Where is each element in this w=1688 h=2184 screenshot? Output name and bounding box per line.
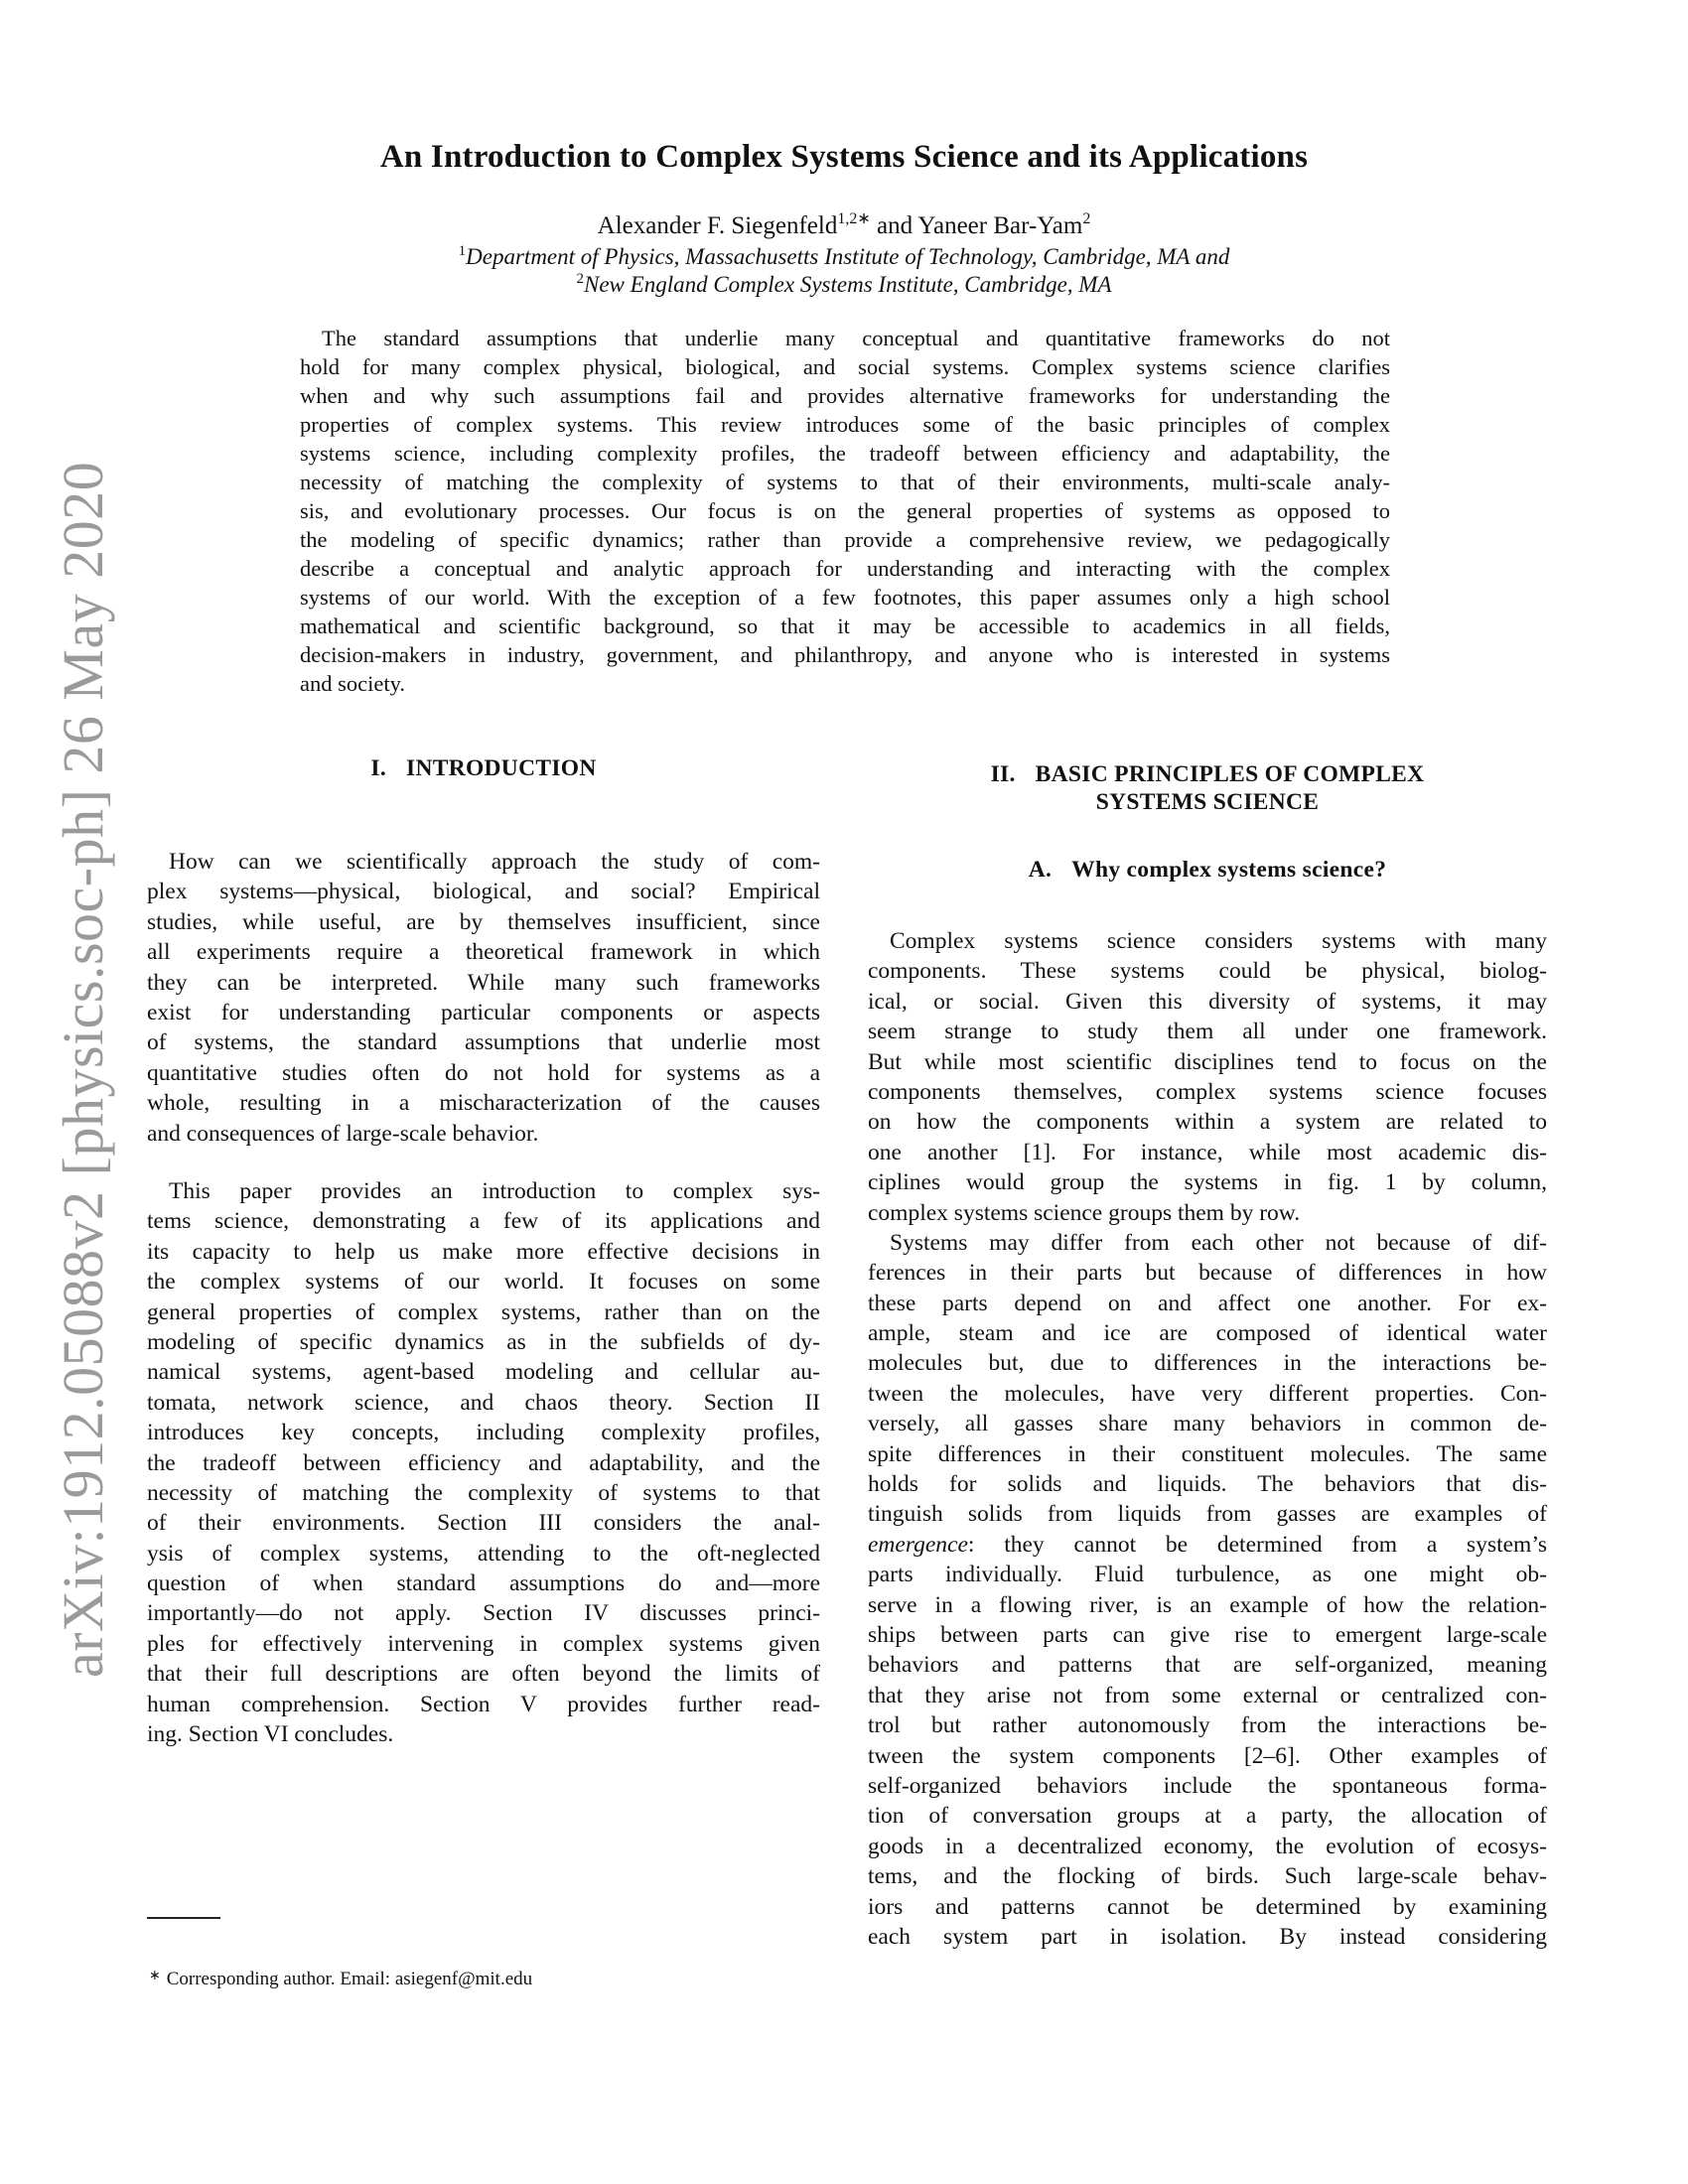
section-heading-introduction bbox=[147, 754, 820, 782]
text-line: behaviors and patterns that are self-organized, meaning bbox=[868, 1652, 1547, 1679]
section-title-line: BASIC PRINCIPLES OF COMPLEX bbox=[1035, 761, 1425, 787]
text-line: spite differences in their constituent molecules. The same bbox=[868, 1440, 1547, 1467]
subsection-heading-why bbox=[868, 856, 1547, 884]
text-line: each system part in isolation. By instead considering bbox=[868, 1923, 1547, 1950]
section-title: INTRODUCTION bbox=[406, 755, 597, 781]
arxiv-stamp: arXiv:1912.05088v2 [physics.soc-ph] 26 May 2020 bbox=[51, 461, 115, 1678]
text-line: on how the components within a system are related to bbox=[868, 1109, 1547, 1136]
text-line: tems science, demonstrating a few of its applications and bbox=[147, 1208, 820, 1235]
abstract-line: mathematical and scientific background, so that it may be accessible to academics in all fields, bbox=[300, 614, 1390, 638]
text-line: tween the system components [2–6]. Other examples of bbox=[868, 1742, 1547, 1769]
text-line: of their environments. Section III considers the anal- bbox=[147, 1510, 820, 1537]
section-title-line: SYSTEMS SCIENCE bbox=[1095, 789, 1320, 815]
author-line bbox=[0, 212, 1688, 240]
text-line: ing. Section VI concludes. bbox=[147, 1721, 394, 1748]
text-line: molecules but, due to differences in the interactions be- bbox=[868, 1350, 1547, 1377]
text-line: general properties of complex systems, rather than on the bbox=[147, 1298, 820, 1325]
text-line: Systems may differ from each other not because of dif- bbox=[890, 1229, 1547, 1256]
text-line: that they arise not from some external or centralized con- bbox=[868, 1682, 1547, 1708]
footnote-mark: ∗ bbox=[149, 1969, 161, 1983]
text-line: quantitative studies often do not hold for systems as a bbox=[147, 1059, 820, 1086]
text-line: that their full descriptions are often beyond the limits of bbox=[147, 1661, 820, 1688]
section-heading-basic-principles bbox=[868, 760, 1547, 816]
abstract-line: The standard assumptions that underlie many conceptual and quantitative frameworks do not bbox=[322, 326, 1390, 350]
text-line: ysis of complex systems, attending to the oft-neglected bbox=[147, 1540, 820, 1567]
footnote-text: Corresponding author. Email: asiegenf@mit.edu bbox=[166, 1969, 533, 1989]
affiliation-text: Department of Physics, Massachusetts Institute of Technology, Cambridge, MA and bbox=[466, 244, 1230, 269]
subsection-title: Why complex systems science? bbox=[1071, 857, 1387, 883]
text-line: tomata, network science, and chaos theory. Section II bbox=[147, 1389, 820, 1416]
text-line: whole, resulting in a mischaracterization of the causes bbox=[147, 1090, 820, 1117]
author-name: Alexander F. Siegenfeld bbox=[597, 212, 838, 239]
section-number: I. bbox=[370, 755, 386, 781]
text-line: its capacity to help us make more effective decisions in bbox=[147, 1238, 820, 1265]
intro-paragraph-1 bbox=[147, 847, 820, 1149]
text-line: But while most scientific disciplines tend to focus on the bbox=[868, 1048, 1547, 1075]
text-line: complex systems science groups them by row. bbox=[868, 1199, 1301, 1226]
text-line: human comprehension. Section V provides further read- bbox=[147, 1691, 820, 1717]
text-line: ples for effectively intervening in complex systems given bbox=[147, 1630, 820, 1657]
intro-paragraph-2 bbox=[147, 1176, 820, 1749]
abstract-line: sis, and evolutionary processes. Our focus is on the general properties of systems as opposed to bbox=[300, 498, 1390, 523]
abstract-line: decision-makers in industry, government, and philanthropy, and anyone who is interested in systems bbox=[300, 642, 1390, 667]
paper-title: An Introduction to Complex Systems Science and its Applications bbox=[379, 139, 1309, 175]
text-line: plex systems—physical, biological, and social? Empirical bbox=[147, 879, 820, 905]
subsection-number: A. bbox=[1028, 857, 1053, 883]
abstract-line: systems of our world. With the exception of a few footnotes, this paper assumes only a high school bbox=[300, 585, 1390, 610]
text-line: tinguish solids from liquids from gasses are examples of bbox=[868, 1501, 1547, 1528]
text-line: question of when standard assumptions do and—more bbox=[147, 1570, 820, 1597]
text-line bbox=[868, 1530, 1547, 1560]
text-line: and consequences of large-scale behavior. bbox=[147, 1120, 539, 1147]
text-line: self-organized behaviors include the spontaneous forma- bbox=[868, 1772, 1547, 1799]
abstract-line: hold for many complex physical, biological, and social systems. Complex systems science clarifies bbox=[300, 354, 1390, 379]
footnote-rule bbox=[147, 1917, 220, 1919]
abstract-line: when and why such assumptions fail and provides alternative frameworks for understanding the bbox=[300, 383, 1390, 408]
text-line: the complex systems of our world. It focuses on some bbox=[147, 1269, 820, 1296]
text-line: introduces key concepts, including complexity profiles, bbox=[147, 1420, 820, 1446]
abstract-line: describe a conceptual and analytic approach for understanding and interacting with the complex bbox=[300, 556, 1390, 581]
author-affiliation-marks: 1,2∗ bbox=[837, 210, 871, 227]
text-line: ciplines would group the systems in fig. 1 by column, bbox=[868, 1169, 1547, 1196]
text-line: ferences in their parts but because of differences in how bbox=[868, 1260, 1547, 1287]
emphasized-term: emergence bbox=[868, 1531, 968, 1558]
basic-principles-paragraph-1 bbox=[868, 926, 1547, 1952]
abstract-line: necessity of matching the complexity of systems to that of their environments, multi-scale analy- bbox=[300, 470, 1390, 494]
text-line: versely, all gasses share many behaviors in common de- bbox=[868, 1411, 1547, 1437]
text-line: exist for understanding particular components or aspects bbox=[147, 999, 820, 1025]
text-line: of systems, the standard assumptions that underlie most bbox=[147, 1029, 820, 1056]
text-line: goods in a decentralized economy, the evolution of ecosys- bbox=[868, 1833, 1547, 1859]
text-line: they can be interpreted. While many such frameworks bbox=[147, 969, 820, 996]
author-name: Yaneer Bar-Yam bbox=[917, 212, 1083, 239]
text-line: all experiments require a theoretical framework in which bbox=[147, 939, 820, 966]
text-line: How can we scientifically approach the study of com- bbox=[169, 849, 820, 875]
author-conjunction: and bbox=[876, 212, 914, 239]
text-line: the tradeoff between efficiency and adaptability, and the bbox=[147, 1449, 820, 1476]
abstract-line: properties of complex systems. This review introduces some of the basic principles of complex bbox=[300, 412, 1390, 437]
text-line: these parts depend on and affect one another. For ex- bbox=[868, 1290, 1547, 1316]
text-line: tween the molecules, have very different properties. Con- bbox=[868, 1380, 1547, 1407]
text-fragment: : they cannot be determined from a system’s bbox=[967, 1531, 1547, 1558]
text-line: namical systems, agent-based modeling and cellular au- bbox=[147, 1359, 820, 1386]
text-line: holds for solids and liquids. The behaviors that dis- bbox=[868, 1471, 1547, 1498]
text-line: ships between parts can give rise to emergent large-scale bbox=[868, 1621, 1547, 1648]
text-line: ical, or social. Given this diversity of systems, it may bbox=[868, 988, 1547, 1015]
text-line: components themselves, complex systems science focuses bbox=[868, 1078, 1547, 1105]
affiliation-text: New England Complex Systems Institute, Cambridge, MA bbox=[584, 272, 1112, 297]
abstract-line: and society. bbox=[300, 671, 406, 696]
text-line: components. These systems could be physical, biolog- bbox=[868, 958, 1547, 985]
section-number: II. bbox=[990, 761, 1016, 787]
text-line: one another [1]. For instance, while most academic dis- bbox=[868, 1139, 1547, 1165]
text-line: tion of conversation groups at a party, the allocation of bbox=[868, 1803, 1547, 1830]
text-line: importantly—do not apply. Section IV discusses princi- bbox=[147, 1600, 820, 1627]
text-line: parts individually. Fluid turbulence, as one might ob- bbox=[868, 1562, 1547, 1588]
text-line: serve in a flowing river, is an example of how the relation- bbox=[868, 1591, 1547, 1618]
abstract bbox=[300, 324, 1390, 698]
text-line: necessity of matching the complexity of systems to that bbox=[147, 1479, 820, 1506]
text-line: tems, and the flocking of birds. Such large-scale behav- bbox=[868, 1863, 1547, 1890]
footnote bbox=[149, 1968, 532, 1990]
text-line: seem strange to study them all under one framework. bbox=[868, 1019, 1547, 1045]
text-line: ample, steam and ice are composed of identical water bbox=[868, 1320, 1547, 1347]
affiliation-mark: 2 bbox=[576, 271, 584, 287]
affiliation bbox=[0, 272, 1688, 298]
abstract-line: the modeling of specific dynamics; rather than provide a comprehensive review, we pedagogically bbox=[300, 527, 1390, 552]
author-affiliation-marks: 2 bbox=[1082, 210, 1091, 227]
affiliation-mark: 1 bbox=[458, 243, 467, 259]
text-line: trol but rather autonomously from the interactions be- bbox=[868, 1712, 1547, 1739]
text-line: Complex systems science considers systems with many bbox=[890, 928, 1547, 954]
text-line: iors and patterns cannot be determined by examining bbox=[868, 1893, 1547, 1920]
abstract-line: systems science, including complexity profiles, the tradeoff between efficiency and adaptability, the bbox=[300, 441, 1390, 466]
affiliation bbox=[0, 244, 1688, 270]
text-line: This paper provides an introduction to complex sys- bbox=[169, 1178, 820, 1204]
text-line: studies, while useful, are by themselves insufficient, since bbox=[147, 908, 820, 935]
text-line: modeling of specific dynamics as in the subfields of dy- bbox=[147, 1328, 820, 1355]
